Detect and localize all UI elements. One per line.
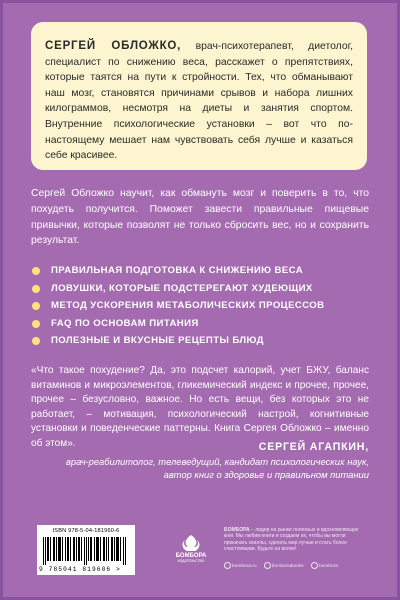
link-social[interactable]: bomborabooks xyxy=(264,564,304,569)
logo-subtext: ИЗДАТЕЛЬСТВО xyxy=(177,559,205,563)
publisher-links xyxy=(224,562,366,569)
bullet-dot-icon xyxy=(32,267,40,275)
logo-text: БОМБОРА xyxy=(175,553,207,559)
social-icon xyxy=(311,562,318,569)
feature-list xyxy=(31,264,371,352)
publisher-blurb: – лидер на рынке полезных и вдохновляющих книг. Мы любим книги и создаем их, чтобы вы могли прокачать скиллы, сделать мир лучше и стать более счастливыми. Будьте на волне! xyxy=(224,527,359,553)
bullet-dot-icon xyxy=(32,337,40,345)
barcode-bars xyxy=(43,537,129,565)
publisher-info xyxy=(224,527,366,553)
list-item-label: ПОЛЕЗНЫЕ И ВКУСНЫЕ РЕЦЕПТЫ БЛЮД xyxy=(51,335,264,347)
list-item xyxy=(31,334,371,352)
list-item xyxy=(31,299,371,317)
list-item xyxy=(31,264,371,282)
endorser xyxy=(29,440,369,481)
list-item-label: ЛОВУШКИ, КОТОРЫЕ ПОДСТЕРЕГАЮТ ХУДЕЮЩИХ xyxy=(51,282,313,294)
link-social-2[interactable]: bombora xyxy=(311,564,338,569)
bullet-dot-icon xyxy=(32,320,40,328)
list-item-label: FAQ ПО ОСНОВАМ ПИТАНИЯ xyxy=(51,317,199,329)
barcode xyxy=(37,525,135,575)
lead-paragraph: Сергей Обложко научит, как обмануть мозг и поверить в то, что похудеть получится. Поможет завести правильные пищевые привычки, которые позволят не только сбросить вес, но и сохранить результат. xyxy=(31,188,369,247)
bullet-dot-icon xyxy=(32,302,40,310)
intro-card xyxy=(31,22,367,170)
endorsement-quote: «Что такое похудение? Да, это подсчет калорий, учет БЖУ, баланс витаминов и микроэлементов, гликемический индекс и прочее, прочее, прочее – безусловно, важное. Но есть вещи, без которых это не работает, – мотивация, психологический настрой, когнитивные установки и поведенческие паттерны. Книга Сергея Обложко – именно об этом». xyxy=(31,365,369,449)
barcode-number: 9 785041 819606 > xyxy=(39,566,121,573)
list-item xyxy=(31,282,371,300)
globe-icon xyxy=(224,562,231,569)
bullet-dot-icon xyxy=(32,285,40,293)
endorser-role-line2: автор книг о здоровье и правильном питании xyxy=(163,469,369,480)
link-site[interactable]: bombora.ru xyxy=(224,564,257,569)
list-item xyxy=(31,317,371,335)
list-item-label: ПРАВИЛЬНАЯ ПОДГОТОВКА К СНИЖЕНИЮ ВЕСА xyxy=(51,265,304,276)
publisher-name: БОМБОРА xyxy=(224,527,250,533)
endorser-name: СЕРГЕЙ АГАПКИН, xyxy=(258,441,369,453)
author-name: СЕРГЕЙ ОБЛОЖКО, xyxy=(45,40,182,52)
intro-text: врач-психотерапевт, диетолог, специалист по снижению веса, расскажет о препятствиях, которые таятся на пути к стройности. Тех, что обманывают наш мозг, становятся причинами срывов и набора лишних килограммов, несмотря на диеты и занятия спортом. Внутренние психологические установки – вот что по-настоящему мешает нам чувствовать себя лучше и казаться себе красивее. xyxy=(45,41,354,162)
endorser-role-line1: врач-реабилитолог, телеведущий, кандидат психологических наук, xyxy=(66,456,369,467)
isbn-label: ISBN 978-5-04-181960-6 xyxy=(52,528,120,534)
publisher-logo-icon xyxy=(171,533,211,563)
social-icon xyxy=(264,562,271,569)
list-item-label: МЕТОД УСКОРЕНИЯ МЕТАБОЛИЧЕСКИХ ПРОЦЕССОВ xyxy=(51,300,325,312)
